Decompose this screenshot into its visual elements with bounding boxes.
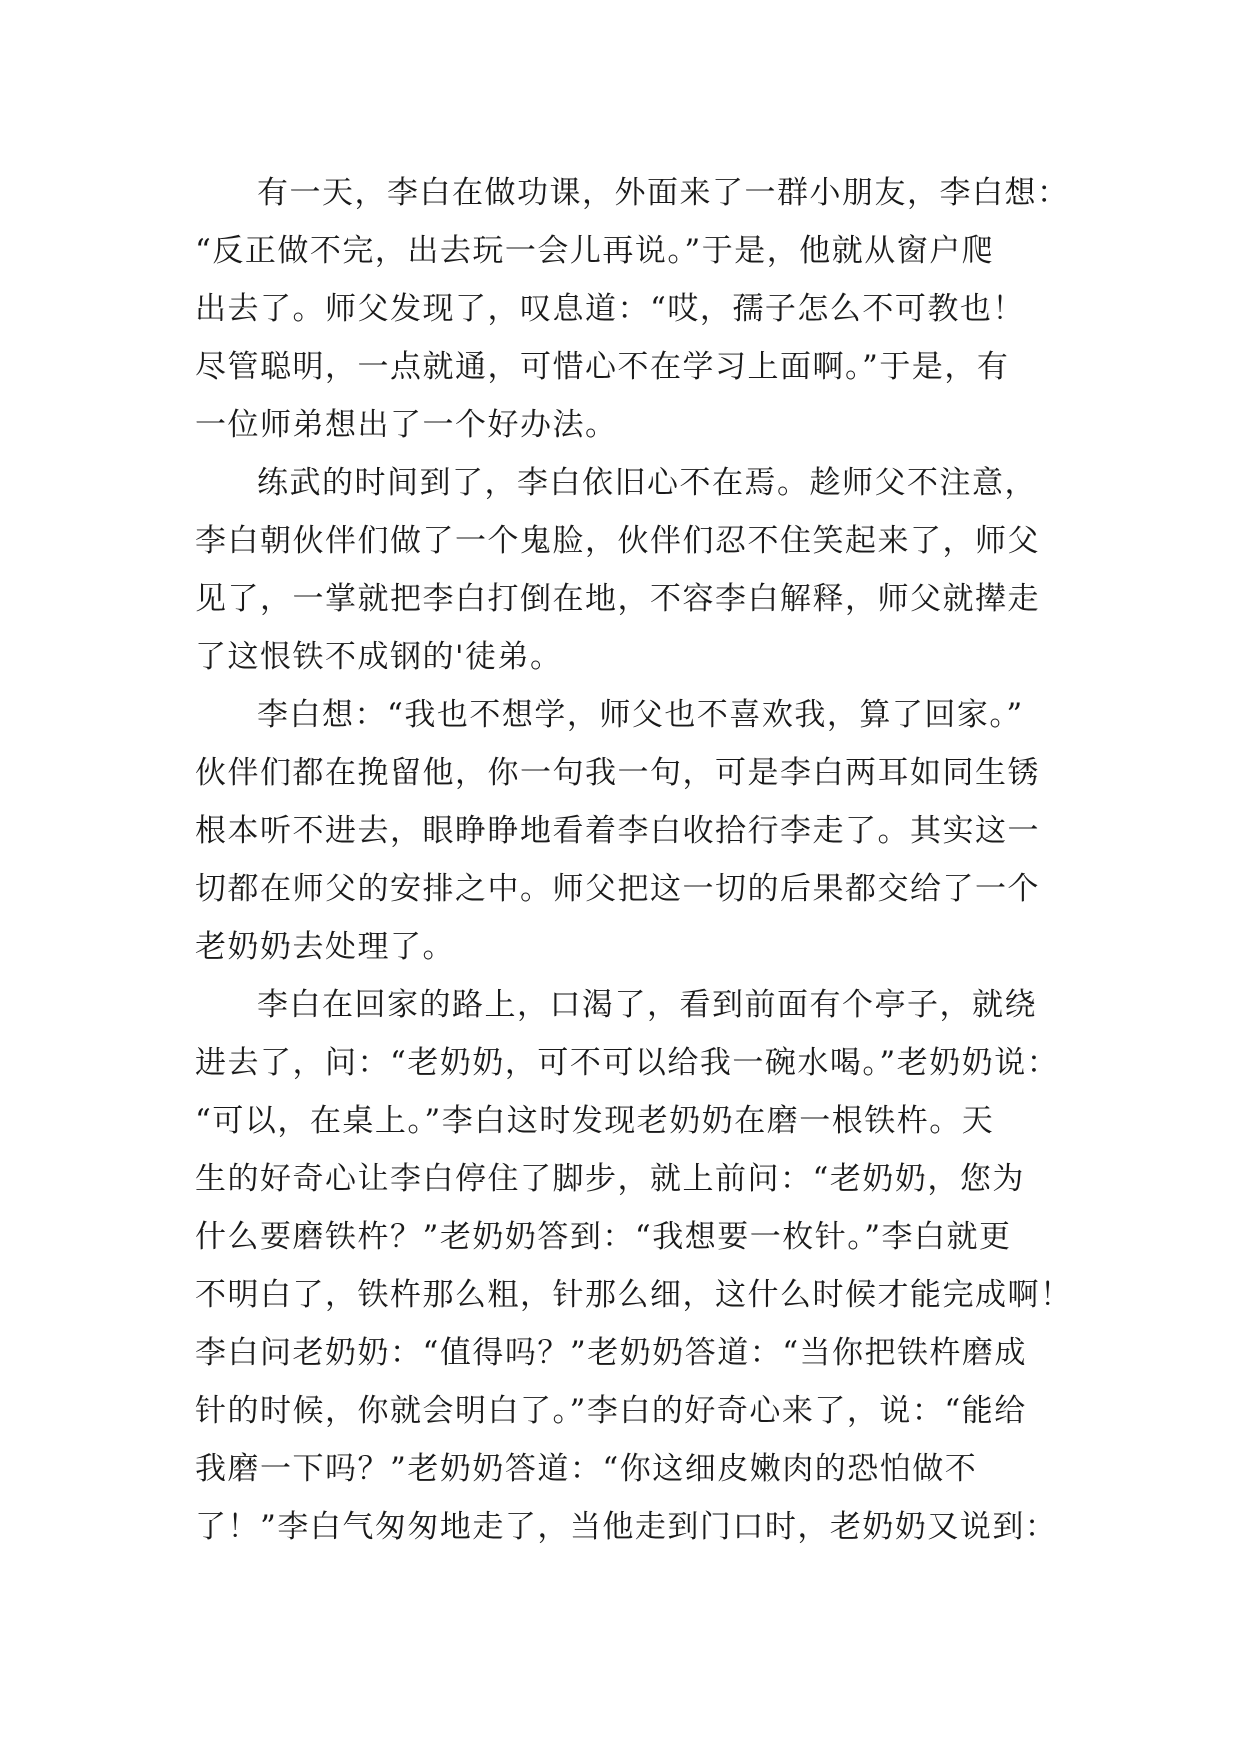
text-line: 尽管聪明，一点就通，可惜心不在学习上面啊。”于是，有 [195, 349, 1010, 385]
paragraph-3 [195, 686, 1080, 976]
text-line: 针的时候，你就会明白了。”李白的好奇心来了，说：“能给 [195, 1393, 1027, 1429]
text-line: 我磨一下吗？”老奶奶答道：“你这细皮嫩肉的恐怕做不 [195, 1451, 978, 1487]
text-line: 老奶奶去处理了。 [195, 929, 455, 965]
text-line: 有一天，李白在做功课，外面来了一群小朋友，李白想： [257, 175, 1070, 211]
text-line: 了这恨铁不成钢的'徒弟。 [195, 639, 563, 675]
text-line: “可以，在桌上。”李白这时发现老奶奶在磨一根铁杵。天 [195, 1103, 995, 1139]
text-line: 李白朝伙伴们做了一个鬼脸，伙伴们忍不住笑起来了，师父 [195, 523, 1040, 559]
document-body [195, 164, 1080, 1556]
text-line: 李白想：“我也不想学，师父也不喜欢我，算了回家。” [257, 697, 1024, 733]
text-line: 伙伴们都在挽留他，你一句我一句，可是李白两耳如同生锈 [195, 755, 1040, 791]
paragraph-1 [195, 164, 1080, 454]
text-line: 了！”李白气匆匆地走了，当他走到门口时，老奶奶又说到： [195, 1509, 1058, 1545]
text-line: 根本听不进去，眼睁睁地看着李白收拾行李走了。其实这一 [195, 813, 1040, 849]
text-line: 切都在师父的安排之中。师父把这一切的后果都交给了一个 [195, 871, 1040, 907]
text-line: 什么要磨铁杵？”老奶奶答到：“我想要一枚针。”李白就更 [195, 1219, 1012, 1255]
text-line: 李白在回家的路上，口渴了，看到前面有个亭子，就绕 [257, 987, 1037, 1023]
text-line: 练武的时间到了，李白依旧心不在焉。趁师父不注意， [257, 465, 1037, 501]
text-line: 李白问老奶奶：“值得吗？”老奶奶答道：“当你把铁杵磨成 [195, 1335, 1028, 1371]
paragraph-4 [195, 976, 1080, 1556]
text-line: 一位师弟想出了一个好办法。 [195, 407, 618, 443]
paragraph-2 [195, 454, 1080, 686]
text-line: “反正做不完，出去玩一会儿再说。”于是，他就从窗户爬 [195, 233, 995, 269]
text-line: 见了，一掌就把李白打倒在地，不容李白解释，师父就撵走 [195, 581, 1040, 617]
text-line: 不明白了，铁杵那么粗，针那么细，这什么时候才能完成啊！ [195, 1277, 1073, 1313]
text-line: 出去了。师父发现了，叹息道：“哎，孺子怎么不可教也！ [195, 291, 1025, 327]
text-line: 进去了，问：“老奶奶，可不可以给我一碗水喝。”老奶奶说： [195, 1045, 1060, 1081]
text-line: 生的好奇心让李白停住了脚步，就上前问：“老奶奶，您为 [195, 1161, 1025, 1197]
